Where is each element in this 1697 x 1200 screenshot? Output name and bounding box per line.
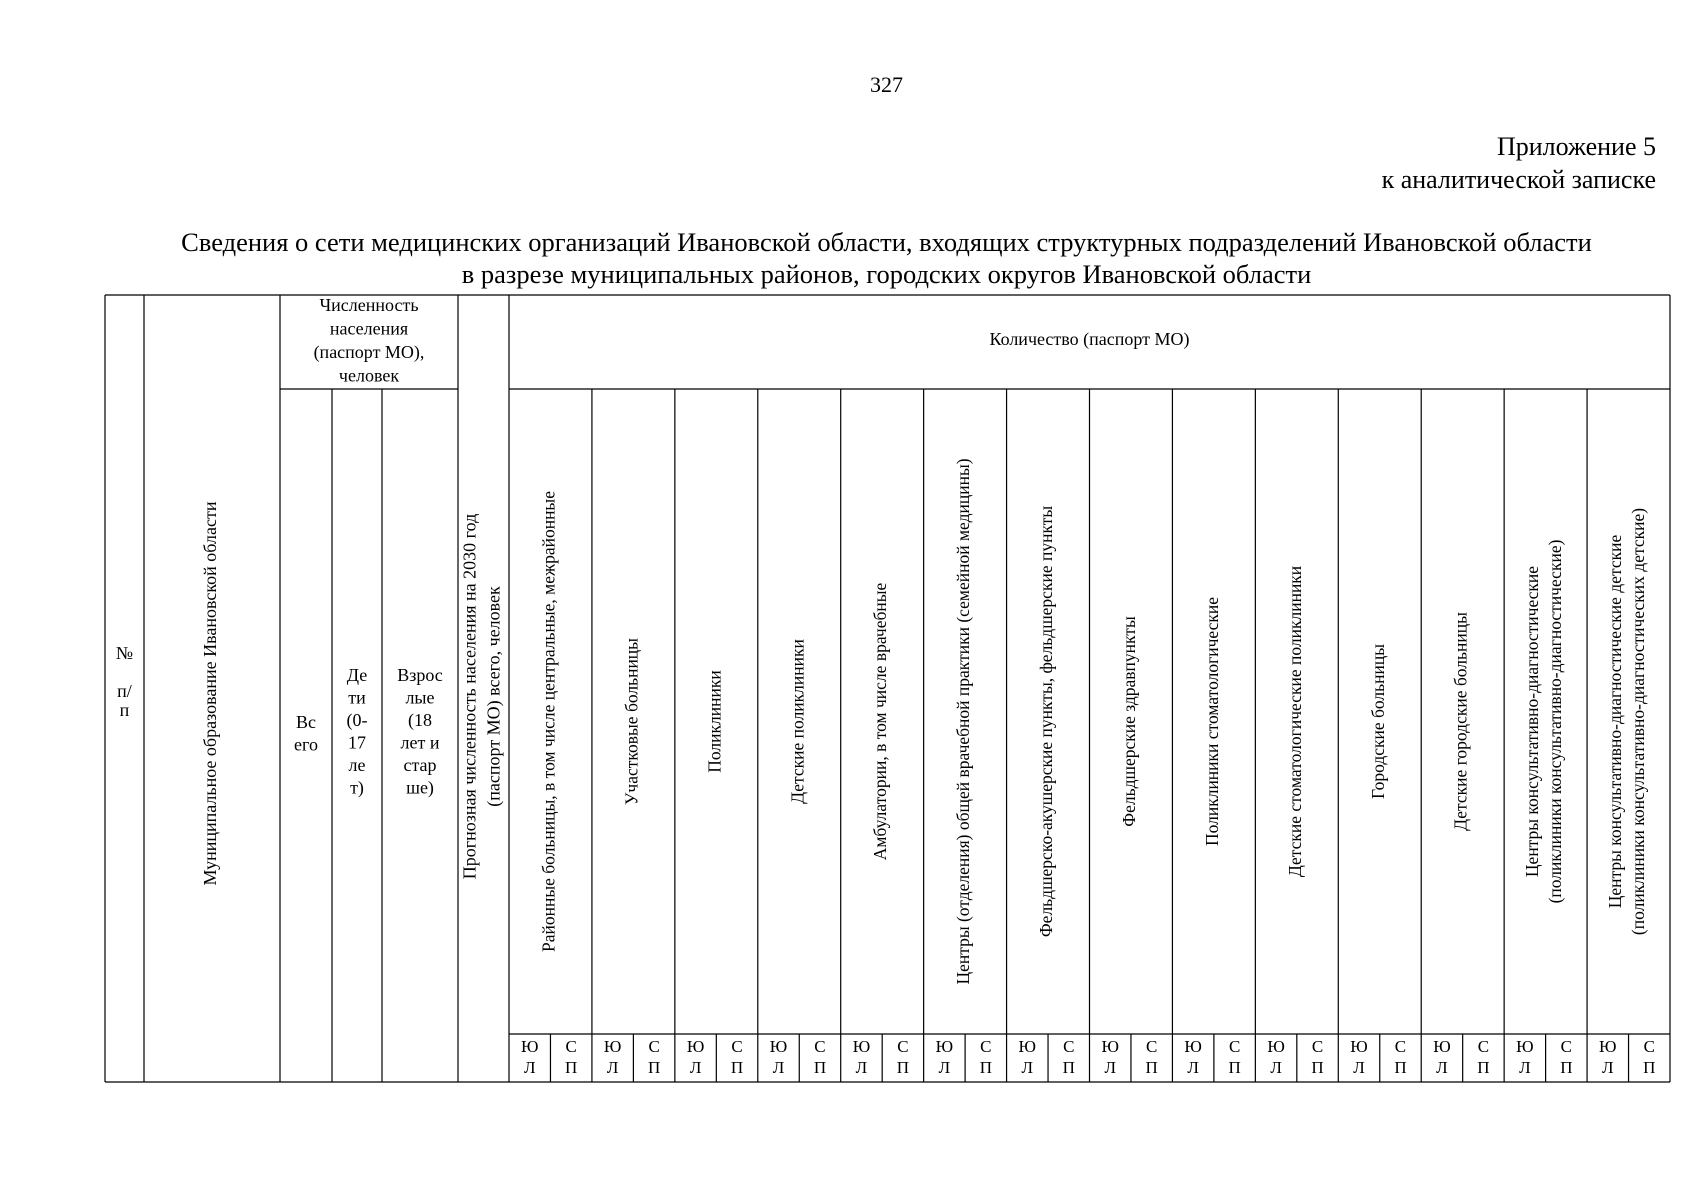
subcolumn-ul: Л — [1187, 1057, 1199, 1077]
page-number: 327 — [870, 72, 903, 97]
subcolumn-sp: П — [896, 1057, 910, 1077]
population-subheader-3: лые — [405, 687, 435, 708]
document-title-line-1: Сведения о сети медицинских организаций Ивановской области, входящих структурных подразделений Ивановской области — [181, 227, 1592, 257]
subcolumn-sp: С — [1643, 1036, 1655, 1056]
category-header-8: Фельдшерские здравпункты — [1118, 616, 1139, 827]
subcolumn-sp: С — [1560, 1036, 1573, 1056]
subcolumn-ul: Ю — [1433, 1036, 1451, 1056]
population-subheader-2: т) — [350, 777, 364, 798]
subcolumn-ul: Л — [1270, 1057, 1282, 1077]
subcolumn-sp: П — [1394, 1057, 1407, 1077]
subcolumn-ul: Ю — [1267, 1036, 1285, 1056]
subcolumn-sp: С — [897, 1036, 909, 1056]
document-title-line-2: в разрезе муниципальных районов, городских округов Ивановской области — [461, 259, 1312, 289]
category-header-1: Районные больницы, в том числе центральные, межрайонные — [538, 491, 559, 952]
subcolumn-sp: П — [1477, 1057, 1490, 1077]
subcolumn-ul: Л — [772, 1057, 785, 1077]
subcolumn-ul: Ю — [769, 1036, 788, 1056]
subcolumn-ul: Л — [855, 1057, 868, 1077]
category-header-3: Поликлиники — [704, 670, 725, 773]
subcolumn-sp: С — [1394, 1036, 1407, 1056]
category-header-9: Поликлиники стоматологические — [1201, 596, 1222, 847]
category-header-6: Центры (отделения) общей врачебной практики (семейной медицины) — [953, 458, 974, 985]
subcolumn-ul: Л — [938, 1057, 951, 1077]
forecast-header: Прогнозная численность населения на 2030 год — [459, 513, 480, 880]
subcolumn-sp: С — [1146, 1036, 1158, 1056]
subcolumn-ul: Ю — [603, 1036, 622, 1056]
subcolumn-ul: Л — [1436, 1057, 1448, 1077]
subcolumn-sp: С — [1477, 1036, 1490, 1056]
subcolumn-sp: С — [1063, 1036, 1075, 1056]
row-number-header: № — [115, 643, 134, 664]
population-subheader-2: ти — [348, 687, 366, 708]
subcolumn-ul: Л — [1021, 1057, 1034, 1077]
category-header-11: Городские больницы — [1367, 644, 1388, 799]
population-subheader-3: лет и — [400, 732, 440, 753]
subcolumn-sp: С — [980, 1036, 992, 1056]
category-header-14: Центры консультативно-диагностические детские — [1605, 534, 1626, 909]
subcolumn-ul: Л — [1353, 1057, 1365, 1077]
subcolumn-ul: Ю — [1018, 1036, 1037, 1056]
subcolumn-sp: П — [979, 1057, 992, 1077]
subcolumn-ul: Л — [606, 1057, 619, 1077]
subcolumn-ul: Ю — [1350, 1036, 1368, 1056]
population-subheader-3: Взрос — [397, 665, 443, 686]
population-header: населения — [329, 318, 409, 339]
subcolumn-ul: Л — [689, 1057, 702, 1077]
population-header: Численность — [319, 295, 419, 316]
subcolumn-sp: П — [647, 1057, 661, 1077]
population-subheader-2: (0- — [346, 710, 368, 731]
subcolumn-sp: С — [1228, 1036, 1241, 1056]
category-header-14: (поликлиники консультативно-диагностических детские) — [1628, 507, 1649, 936]
population-subheader-1: его — [294, 734, 318, 755]
subcolumn-ul: Л — [523, 1057, 536, 1077]
subcolumn-sp: П — [1643, 1057, 1656, 1077]
subcolumn-sp: П — [1145, 1057, 1158, 1077]
subcolumn-sp: С — [648, 1036, 660, 1056]
category-header-7: Фельдшерско-акушерские пункты, фельдшерские пункты — [1036, 505, 1057, 938]
subcolumn-ul: Ю — [520, 1036, 539, 1056]
subcolumn-ul: Ю — [852, 1036, 871, 1056]
population-header: (паспорт МО), — [313, 342, 425, 363]
population-subheader-2: ле — [348, 755, 366, 776]
subcolumn-ul: Ю — [1599, 1036, 1617, 1056]
category-header-13: Центры консультативно-диагностические — [1522, 565, 1543, 878]
subcolumn-sp: С — [814, 1036, 826, 1056]
subcolumn-sp: П — [1228, 1057, 1241, 1077]
category-header-13: (поликлиники консультативно-диагностические) — [1545, 539, 1566, 904]
category-header-4: Детские поликлиники — [787, 639, 808, 804]
subcolumn-ul: Ю — [1184, 1036, 1202, 1056]
subcolumn-ul: Ю — [1516, 1036, 1534, 1056]
category-header-12: Детские городские больницы — [1450, 612, 1471, 831]
population-subheader-1: Вс — [296, 712, 316, 733]
category-header-2: Участковые больницы — [621, 638, 642, 805]
subcolumn-sp: П — [1062, 1057, 1075, 1077]
row-number-header: п/ — [117, 681, 132, 702]
category-header-5: Амбулатории, в том числе врачебные — [870, 582, 891, 861]
appendix-line-2: к аналитической записке — [1381, 165, 1656, 194]
population-subheader-2: Де — [346, 665, 368, 686]
population-subheader-3: стар — [403, 755, 437, 776]
population-subheader-2: 17 — [348, 732, 366, 753]
subcolumn-sp: С — [731, 1036, 743, 1056]
subcolumn-sp: П — [730, 1057, 744, 1077]
appendix-line-1: Приложение 5 — [1496, 132, 1656, 161]
subcolumn-sp: П — [813, 1057, 827, 1077]
population-subheader-3: ше) — [406, 777, 434, 798]
subcolumn-ul: Ю — [1101, 1036, 1119, 1056]
population-subheader-3: (18 — [408, 710, 432, 731]
subcolumn-ul: Л — [1104, 1057, 1116, 1077]
quantity-header: Количество (паспорт МО) — [989, 329, 1190, 350]
population-header: человек — [338, 365, 400, 386]
subcolumn-ul: Ю — [686, 1036, 705, 1056]
municipality-header: Муниципальное образование Ивановской области — [200, 501, 221, 886]
subcolumn-ul: Л — [1602, 1057, 1614, 1077]
subcolumn-sp: П — [1560, 1057, 1573, 1077]
subcolumn-ul: Ю — [935, 1036, 954, 1056]
subcolumn-sp: С — [1311, 1036, 1324, 1056]
subcolumn-ul: Л — [1519, 1057, 1531, 1077]
forecast-header: (паспорт МО) всего, человек — [483, 586, 504, 807]
subcolumn-sp: С — [565, 1036, 577, 1056]
row-number-header: п — [119, 700, 130, 721]
subcolumn-sp: П — [565, 1057, 578, 1077]
subcolumn-sp: П — [1311, 1057, 1324, 1077]
category-header-10: Детские стоматологические поликлиники — [1284, 565, 1305, 878]
